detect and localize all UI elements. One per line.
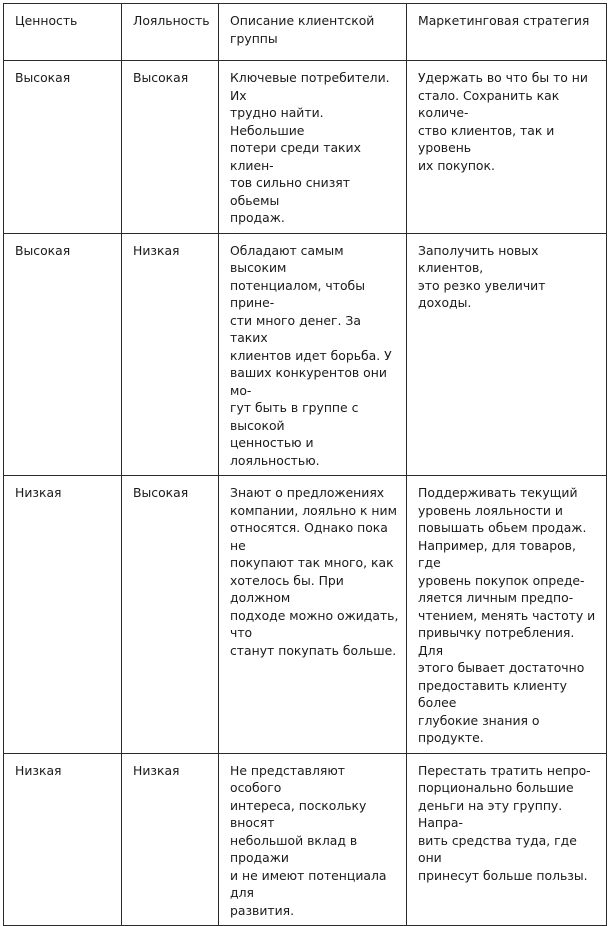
cell-description: Обладают самым высоким потенциалом, чтобы прине- сти много денег. За таких клиентов идет борьба. У ваших конкурентов они мо- гут быть в группе с высокой ценностью и лояльностью. xyxy=(219,233,407,476)
cell-value: Низкая xyxy=(4,753,122,926)
cell-strategy: Удержать во что бы то ни стало. Сохранить как количе- ство клиентов, так и уровень их покупок. xyxy=(407,61,607,234)
cell-strategy: Поддерживать текущий уровень лояльности и повышать обьем продаж. Например, для товаров, где уровень покупок опреде- ляется личным предпо- чтением, менять частоту и привычку потребления. Для этого бывает достаточно предоставить клиенту более глубокие знания о продукте. xyxy=(407,476,607,754)
customer-segmentation-table xyxy=(3,3,607,926)
cell-loyalty: Низкая xyxy=(122,753,219,926)
table-row xyxy=(4,233,607,476)
table-row xyxy=(4,61,607,234)
header-description: Описание клиентской группы xyxy=(219,4,407,61)
cell-value: Высокая xyxy=(4,233,122,476)
cell-description: Знают о предложениях компании, лояльно к ним относятся. Однако пока не покупают так много, как хотелось бы. При должном подходе можно ожидать, что станут покупать больше. xyxy=(219,476,407,754)
cell-strategy: Перестать тратить непро- порционально большие деньги на эту группу. Напра- вить средства туда, где они принесут больше пользы. xyxy=(407,753,607,926)
cell-value: Высокая xyxy=(4,61,122,234)
header-loyalty: Лояльность xyxy=(122,4,219,61)
table-row xyxy=(4,753,607,926)
header-row xyxy=(4,4,607,61)
cell-description: Не представляют особого интереса, поскольку вносят небольшой вклад в продажи и не имеют потенциала для развития. xyxy=(219,753,407,926)
cell-strategy: Заполучить новых клиентов, это резко увеличит доходы. xyxy=(407,233,607,476)
cell-description: Ключевые потребители. Их трудно найти. Небольшие потери среди таких клиен- тов сильно снизят обьемы продаж. xyxy=(219,61,407,234)
cell-loyalty: Высокая xyxy=(122,61,219,234)
cell-value: Низкая xyxy=(4,476,122,754)
header-value: Ценность xyxy=(4,4,122,61)
cell-loyalty: Низкая xyxy=(122,233,219,476)
cell-loyalty: Высокая xyxy=(122,476,219,754)
header-strategy: Маркетинговая стратегия xyxy=(407,4,607,61)
table-row xyxy=(4,476,607,754)
